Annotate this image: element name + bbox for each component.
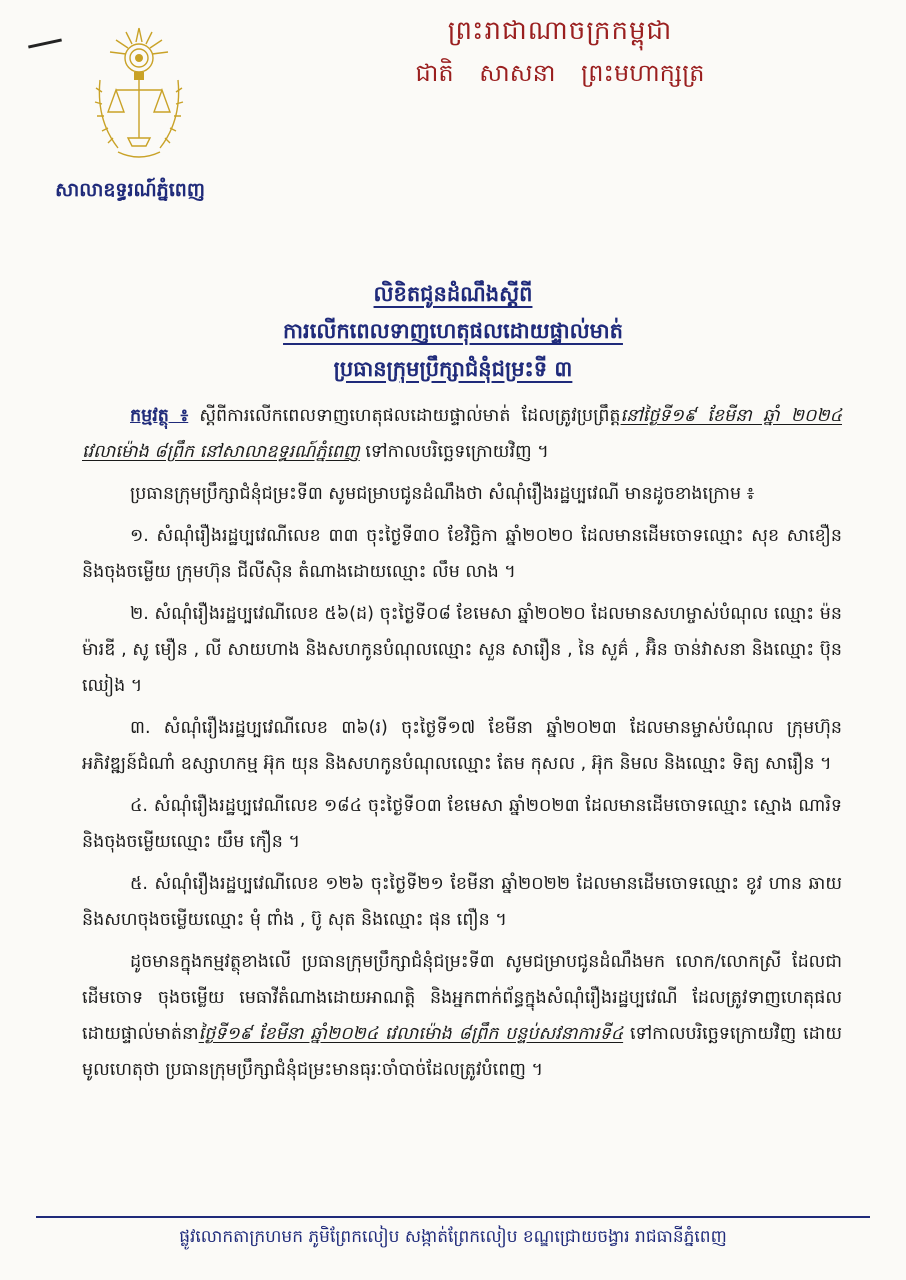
- pen-mark: [28, 38, 62, 48]
- title-line-1: លិខិតជូនដំណឹងស្តីពី: [373, 282, 533, 306]
- subject-hearing-date: នៅថ្ងៃទី១៩ ខែមីនា ឆ្នាំ ២០២៤ វេលាម៉ោង ៨ព្រឹក នៅសាលាឧទ្ធរណ៍ភ្នំពេញ: [82, 406, 842, 462]
- conclusion-hearing-date: ថ្ងៃទី១៩ ខែមីនា ឆ្នាំ២០២៤ វេលាម៉ោង ៨ព្រឹក បន្ទប់សវនាការទី៤: [198, 1024, 624, 1044]
- case-item-5: ៥. សំណុំរឿងរដ្ឋប្បវេណីលេខ ១២៦ ចុះថ្ងៃទី២១ ខែមីនា ឆ្នាំ២០២២ ដែលមានដើមចោទឈ្មោះ ខូវ ហាន ឆាយ និងសហចុងចម្លើយឈ្មោះ មុំ ពាំង , ប៊ូ សុត និងឈ្មោះ ផុន ពឿន ។: [82, 874, 842, 930]
- case-item-1: ១. សំណុំរឿងរដ្ឋប្បវេណីលេខ ៣៣ ចុះថ្ងៃទី៣០ ខែវិច្ឆិកា ឆ្នាំ២០២០ ដែលមានដើមចោទឈ្មោះ សុខ សាខឿន និងចុងចម្លើយ ក្រុមហ៊ុន ជីលីស៊ិន តំណាងដោយឈ្មោះ លឹម លាង ។: [82, 526, 842, 582]
- court-emblem-icon: [88, 20, 190, 170]
- subject-text: ស្តីពីការលើកពេលទាញហេតុផលដោយផ្ទាល់មាត់ ដែលត្រូវប្រព្រឹត្ត: [188, 406, 621, 426]
- national-motto: ជាតិ សាសនា ព្រះមហាក្សត្រ: [415, 59, 705, 87]
- title-line-2: ការលើកពេលទាញហេតុផលដោយផ្ទាល់មាត់: [283, 319, 623, 344]
- conclusion-paragraph: [82, 944, 842, 1088]
- footer-divider: [36, 1216, 870, 1218]
- document-title: [0, 280, 906, 392]
- document-body: [82, 398, 842, 1094]
- court-name: សាលាឧទ្ធរណ៍ភ្នំពេញ: [55, 179, 205, 201]
- conclusion-text: ដូចមានក្នុងកម្មវត្ថុខាងលើ ប្រធានក្រុមប្រឹក្សាជំនុំជម្រះទី៣ សូមជម្រាបជូនដំណឹងមក លោក/លោកស្រី ដែលជាដើមចោទ ចុងចម្លើយ មេធាវីតំណាងដោយអាណត្តិ និងអ្នកពាក់ព័ន្ធក្នុងសំណុំរឿងរដ្ឋប្បវេណី ដែលត្រូវទាញហេតុផលដោយផ្ទាល់មាត់នា: [82, 952, 842, 1044]
- subject-paragraph: [82, 398, 842, 470]
- case-item-4: ៤. សំណុំរឿងរដ្ឋប្បវេណីលេខ ១៨៤ ចុះថ្ងៃទី០៣ ខែមេសា ឆ្នាំ២០២៣ ដែលមានដើមចោទឈ្មោះ ស្មោង ណារិទ និងចុងចម្លើយឈ្មោះ យឹម កឿន ។: [82, 796, 842, 852]
- footer-address: ផ្លូវលោកតាក្រហមក ភូមិព្រែកលៀប សង្កាត់ព្រែកលៀប ខណ្ឌជ្រោយចង្វារ រាជធានីភ្នំពេញ: [179, 1227, 727, 1247]
- conclusion-text-end: ទៅកាលបរិច្ឆេទក្រោយវិញ ដោយមូលហេតុថា ប្រធានក្រុមប្រឹក្សាជំនុំជម្រះមានធុរៈចាំបាច់ដែលត្រូវបំពេញ ។: [82, 1024, 842, 1080]
- title-line-3: ប្រធានក្រុមប្រឹក្សាជំនុំជម្រះទី ៣: [333, 356, 573, 381]
- intro-paragraph: ប្រធានក្រុមប្រឹក្សាជំនុំជម្រះទី៣ សូមជម្រាបជូនដំណឹងថា សំណុំរឿងរដ្ឋប្បវេណី មានដូចខាងក្រោម ៖: [130, 484, 755, 504]
- case-item-2: ២. សំណុំរឿងរដ្ឋប្បវេណីលេខ ៥៦(ដ) ចុះថ្ងៃទី០៨ ខែមេសា ឆ្នាំ២០២០ ដែលមានសហម្ចាស់បំណុល ឈ្មោះ ម៉ន ម៉ារឌី , សូ មឿន , លី សាយហាង និងសហកូនបំណុលឈ្មោះ សួន សារឿន , នៃ សួគ៌ , អ៊ិន ចាន់វាសនា និងឈ្មោះ ប៊ុន ឈៀង ។: [82, 604, 842, 696]
- kingdom-heading: ព្រះរាជាណាចក្រកម្ពុជា: [447, 16, 673, 46]
- case-item-3: ៣. សំណុំរឿងរដ្ឋប្បវេណីលេខ ៣៦(រ) ចុះថ្ងៃទី១៧ ខែមីនា ឆ្នាំ២០២៣ ដែលមានម្ចាស់បំណុល ក្រុមហ៊ុន អភិវឌ្ឍន៍ជំណាំ ឧស្សាហកម្ម អ៊ុក យុន និងសហកូនបំណុលឈ្មោះ តែម កុសល , អ៊ុក និមល និងឈ្មោះ ទិត្យ សារឿន ។: [82, 718, 842, 774]
- subject-label: កម្មវត្ថុ ៖: [130, 406, 189, 426]
- subject-text-end: ទៅកាលបរិច្ឆេទក្រោយវិញ ។: [359, 442, 549, 462]
